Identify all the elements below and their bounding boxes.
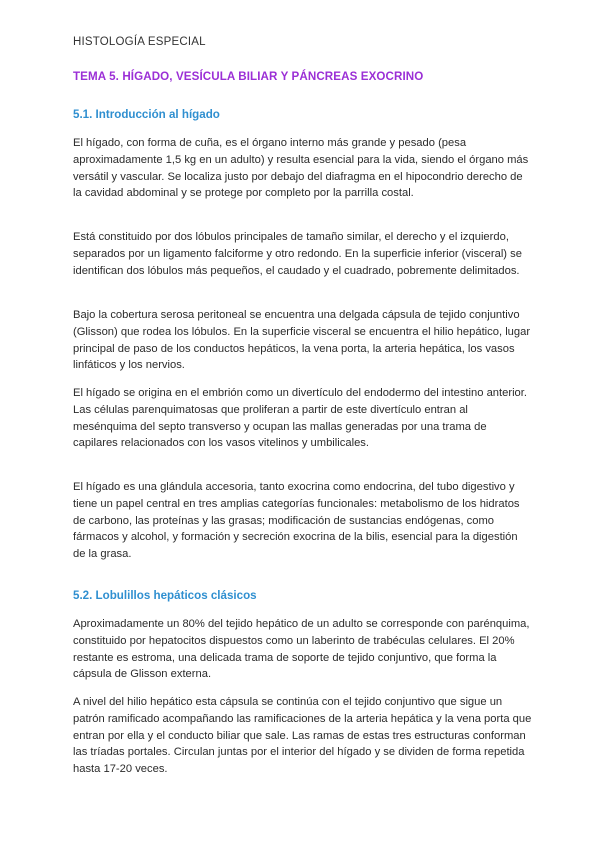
paragraph: Bajo la cobertura serosa peritoneal se encuentra una delgada cápsula de tejido conjuntivo (Glisson) que rodea los lóbulos. En la superficie visceral se encuentra el hilio hepático, lugar principal de paso de los conductos hepáticos, la vena porta, la arteria hepática, los vasos linfáticos y los nervios.: [73, 309, 531, 372]
paragraph: El hígado es una glándula accesoria, tanto exocrina como endocrina, del tubo digestivo y tiene un papel central en tres amplias categorías funcionales: metabolismo de los hidratos de carbono, las proteínas y las grasas; modificación de sustancias endógenas, como fármacos y alcohol, y formación y secreción exocrina de la bilis, esencial para la digestión de la grasa.: [73, 481, 520, 561]
paragraph: Está constituido por dos lóbulos principales de tamaño similar, el derecho y el izquierdo, separados por un ligamento falciforme y otro redondo. En la superficie inferior (visceral) se identifican dos lóbulos más pequeños, el caudado y el cuadrado, pobremente delimitados.: [73, 231, 522, 277]
chapter-title: TEMA 5. HÍGADO, VESÍCULA BILIAR Y PÁNCREAS EXOCRINO: [73, 70, 424, 83]
section-title-intro: 5.1. Introducción al hígado: [73, 108, 220, 121]
paragraph: El hígado, con forma de cuña, es el órgano interno más grande y pesado (pesa aproximadamente 1,5 kg en un adulto) y resulta esencial para la vida, siendo el órgano más versátil y vascular. Se localiza justo por debajo del diafragma en el hipocondrio derecho de la cavidad abdominal y se protege por completo por la parrilla costal.: [73, 137, 529, 200]
section-title-lobulillos: 5.2. Lobulillos hepáticos clásicos: [73, 589, 257, 602]
paragraph: A nivel del hilio hepático esta cápsula se continúa con el tejido conjuntivo que sigue un patrón ramificado acompañando las ramificaciones de la arteria hepática y la vena porta que entran por ella y el conducto biliar que sale. Las ramas de estas tres estructuras conforman las tríadas portales. Circulan juntas por el interior del hígado y se dividen de forma repetida hasta 17-20 veces.: [73, 696, 532, 776]
paragraph: Aproximadamente un 80% del tejido hepático de un adulto se corresponde con parénquima, constituido por hepatocitos dispuestos como un laberinto de trabéculas celulares. El 20% restante es estroma, una delicada trama de soporte de tejido conjuntivo, que forma la cápsula de Glisson externa.: [73, 618, 530, 681]
running-header: HISTOLOGÍA ESPECIAL: [73, 36, 206, 48]
paragraph: El hígado se origina en el embrión como un divertículo del endodermo del intestino anterior. Las células parenquimatosas que proliferan a partir de este divertículo entran al mesénquima del septo transverso y ocupan las mallas generadas por una trama de capilares relacionados con los vasos vitelinos y umbilicales.: [73, 387, 527, 450]
